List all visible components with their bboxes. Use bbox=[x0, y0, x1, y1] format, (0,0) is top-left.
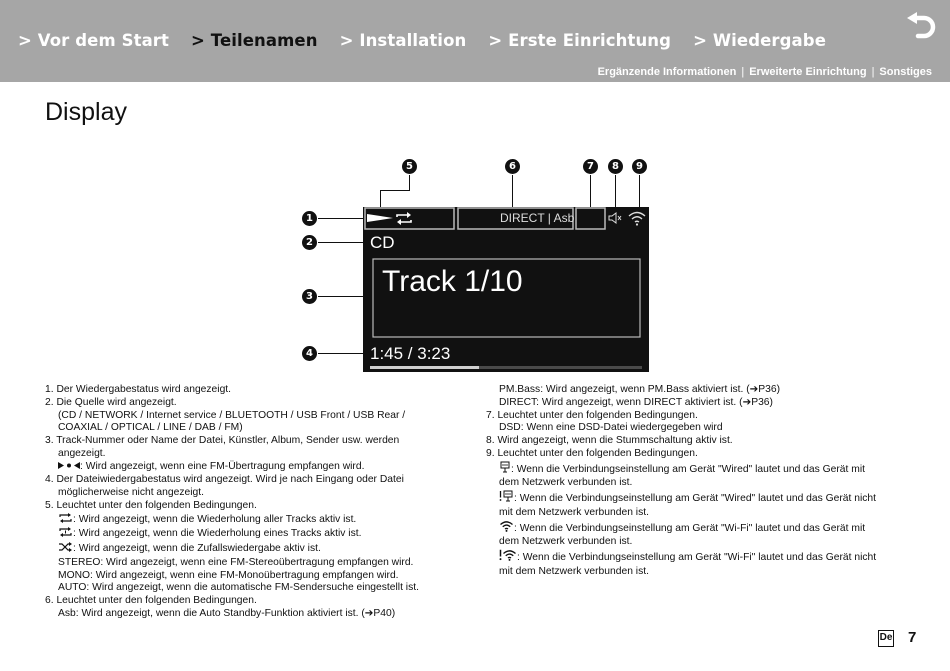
description-text: 8. Wird angezeigt, wenn die Stummschaltung aktiv ist. bbox=[486, 435, 733, 446]
description-text: 7. Leuchtet unter den folgenden Bedingungen. bbox=[486, 409, 698, 421]
description-text: 3. Track-Nummer oder Name der Datei, Künstler, Album, Sender usw. werden bbox=[45, 435, 400, 446]
callout-5: 5 bbox=[402, 159, 417, 174]
repeat-icon bbox=[394, 212, 414, 225]
description-line bbox=[45, 435, 485, 448]
header-bar bbox=[0, 0, 950, 82]
description-line bbox=[45, 570, 485, 583]
page-number: 7 bbox=[908, 629, 917, 646]
description-text: : Wenn die Verbindungseinstellung am Gerät "Wi-Fi" lautet und das Gerät nicht bbox=[517, 552, 877, 563]
description-line bbox=[486, 507, 926, 520]
description-text: AUTO: Wird angezeigt, wenn die automatische FM-Sendersuche eingestellt ist. bbox=[58, 582, 419, 594]
description-line bbox=[486, 410, 926, 423]
description-line bbox=[45, 527, 485, 542]
leader-line bbox=[318, 353, 365, 354]
wifi-icon bbox=[627, 210, 647, 226]
subnav-sonstiges[interactable]: Sonstiges bbox=[879, 66, 932, 78]
callout-4: 4 bbox=[302, 346, 317, 361]
description-text: : Wenn die Verbindungseinstellung am Gerät "Wired" lautet und das Gerät nicht bbox=[514, 493, 876, 504]
subnav-ergaenzende-informationen[interactable]: Ergänzende Informationen bbox=[597, 66, 737, 78]
description-line bbox=[486, 397, 926, 410]
description-line bbox=[486, 422, 926, 435]
description-text: : Wird angezeigt, wenn die Wiederholung aller Tracks aktiv ist. bbox=[73, 513, 357, 525]
subnav-separator: | bbox=[871, 66, 875, 78]
description-line bbox=[486, 549, 926, 566]
callout-7: 7 bbox=[583, 159, 598, 174]
description-line bbox=[486, 536, 926, 549]
description-text: angezeigt. bbox=[58, 447, 106, 459]
description-text: PM.Bass: Wird angezeigt, wenn PM.Bass aktiviert ist. (➔P36) bbox=[499, 384, 781, 395]
description-line bbox=[45, 487, 485, 500]
status-text: DIRECT | Asb bbox=[500, 211, 575, 225]
description-text: 2. Die Quelle wird angezeigt. bbox=[45, 396, 177, 408]
nav-teilenamen[interactable]: > Teilenamen bbox=[191, 31, 318, 50]
description-text: : Wenn die Verbindungseinstellung am Gerät "Wi-Fi" lautet und das Gerät mit bbox=[514, 522, 866, 534]
description-text: 5. Leuchtet unter den folgenden Bedingungen. bbox=[45, 499, 257, 511]
wifi-disconnected-icon bbox=[499, 549, 517, 566]
description-line bbox=[486, 448, 926, 461]
description-line bbox=[45, 461, 485, 475]
description-text: STEREO: Wird angezeigt, wenn eine FM-Stereoübertragung empfangen wird. bbox=[58, 556, 414, 568]
time-label: 1:45 / 3:23 bbox=[370, 344, 451, 363]
play-icon bbox=[367, 212, 393, 224]
description-text: : Wird angezeigt, wenn eine FM-Übertragung empfangen wird. bbox=[80, 460, 365, 472]
description-text: dem Netzwerk verbunden ist. bbox=[499, 536, 633, 548]
nav-wiedergabe[interactable]: > Wiedergabe bbox=[693, 31, 826, 50]
nav-installation[interactable]: > Installation bbox=[339, 31, 467, 50]
shuffle-icon bbox=[58, 542, 73, 557]
description-line bbox=[486, 566, 926, 579]
repeat-one-icon bbox=[58, 527, 73, 542]
description-line bbox=[45, 448, 485, 461]
nav-erste-einrichtung[interactable]: > Erste Einrichtung bbox=[488, 31, 672, 50]
callout-6: 6 bbox=[505, 159, 520, 174]
description-text: dem Netzwerk verbunden ist. bbox=[499, 477, 633, 489]
leader-line bbox=[318, 242, 365, 243]
description-line bbox=[45, 582, 485, 595]
description-line bbox=[486, 520, 926, 537]
repeat-all-icon bbox=[58, 513, 73, 528]
language-badge: De bbox=[878, 630, 894, 647]
description-line bbox=[45, 557, 485, 570]
subnav-erweiterte-einrichtung[interactable]: Erweiterte Einrichtung bbox=[749, 66, 867, 78]
source-label: CD bbox=[370, 233, 395, 252]
description-text: möglicherweise nicht angezeigt. bbox=[58, 487, 204, 498]
description-line bbox=[45, 513, 485, 528]
description-text: : Wird angezeigt, wenn die Wiederholung eines Tracks aktiv ist. bbox=[73, 528, 362, 540]
speaker-mute-icon bbox=[608, 211, 622, 225]
description-text: 4. Der Dateiwiedergabestatus wird angezeigt. Wird je nach Eingang oder Datei bbox=[45, 474, 404, 486]
sub-navigation bbox=[598, 66, 932, 78]
description-text: (CD / NETWORK / Internet service / BLUETOOTH / USB Front / USB Rear / bbox=[58, 409, 406, 421]
callout-8: 8 bbox=[608, 159, 623, 174]
description-text: 6. Leuchtet unter den folgenden Bedingungen. bbox=[45, 595, 257, 606]
description-line bbox=[45, 542, 485, 557]
description-line bbox=[45, 500, 485, 513]
description-line bbox=[45, 422, 485, 435]
display-diagram bbox=[295, 155, 665, 380]
description-line bbox=[486, 461, 926, 478]
description-column-right bbox=[486, 384, 926, 579]
progress-track bbox=[370, 366, 642, 369]
description-line bbox=[486, 384, 926, 397]
progress-fill bbox=[370, 366, 479, 369]
page-title: Display bbox=[45, 98, 127, 126]
display-screen bbox=[363, 207, 649, 372]
leader-line bbox=[318, 218, 365, 219]
description-text: 1. Der Wiedergabestatus wird angezeigt. bbox=[45, 384, 232, 395]
callout-9: 9 bbox=[632, 159, 647, 174]
fm-tuned-icon bbox=[58, 461, 80, 475]
description-line bbox=[45, 595, 485, 608]
callout-3: 3 bbox=[302, 289, 317, 304]
callout-2: 2 bbox=[302, 235, 317, 250]
wired-icon bbox=[499, 461, 511, 478]
description-line bbox=[45, 608, 485, 621]
description-text: Asb: Wird angezeigt, wenn die Auto Standby-Funktion aktiviert ist. (➔P40) bbox=[58, 607, 396, 619]
description-text: 9. Leuchtet unter den folgenden Bedingungen. bbox=[486, 447, 698, 459]
description-text: mit dem Netzwerk verbunden ist. bbox=[499, 506, 649, 518]
description-text: COAXIAL / OPTICAL / LINE / DAB / FM) bbox=[58, 422, 243, 434]
leader-line bbox=[590, 175, 591, 208]
description-column-left bbox=[45, 384, 485, 621]
description-line bbox=[45, 397, 485, 410]
top-navigation bbox=[18, 31, 826, 50]
description-line bbox=[486, 490, 926, 507]
description-text: : Wird angezeigt, wenn die Zufallswiedergabe aktiv ist. bbox=[73, 543, 321, 554]
callout-1: 1 bbox=[302, 211, 317, 226]
leader-line bbox=[409, 175, 410, 190]
leader-line bbox=[380, 190, 410, 191]
leader-line bbox=[512, 175, 513, 208]
leader-line bbox=[615, 175, 616, 208]
description-line bbox=[486, 435, 926, 448]
nav-vor-dem-start[interactable]: > Vor dem Start bbox=[18, 31, 170, 50]
wifi-icon bbox=[499, 520, 514, 537]
description-line bbox=[486, 477, 926, 490]
leader-line bbox=[639, 175, 640, 208]
description-line bbox=[45, 384, 485, 397]
description-line bbox=[45, 474, 485, 487]
description-text: DSD: Wenn eine DSD-Datei wiedergegeben wird bbox=[499, 422, 723, 434]
leader-line bbox=[380, 190, 381, 208]
description-text: MONO: Wird angezeigt, wenn eine FM-Monoübertragung empfangen wird. bbox=[58, 569, 399, 581]
description-text: mit dem Netzwerk verbunden ist. bbox=[499, 565, 649, 577]
return-arrow-icon[interactable] bbox=[904, 12, 938, 42]
description-text: : Wenn die Verbindungseinstellung am Gerät "Wired" lautet und das Gerät mit bbox=[511, 463, 865, 475]
description-text: DIRECT: Wird angezeigt, wenn DIRECT aktiviert ist. (➔P36) bbox=[499, 396, 773, 408]
track-label: Track 1/10 bbox=[382, 265, 523, 298]
subnav-separator: | bbox=[741, 66, 745, 78]
description-line bbox=[45, 410, 485, 423]
wired-disconnected-icon bbox=[499, 490, 514, 507]
